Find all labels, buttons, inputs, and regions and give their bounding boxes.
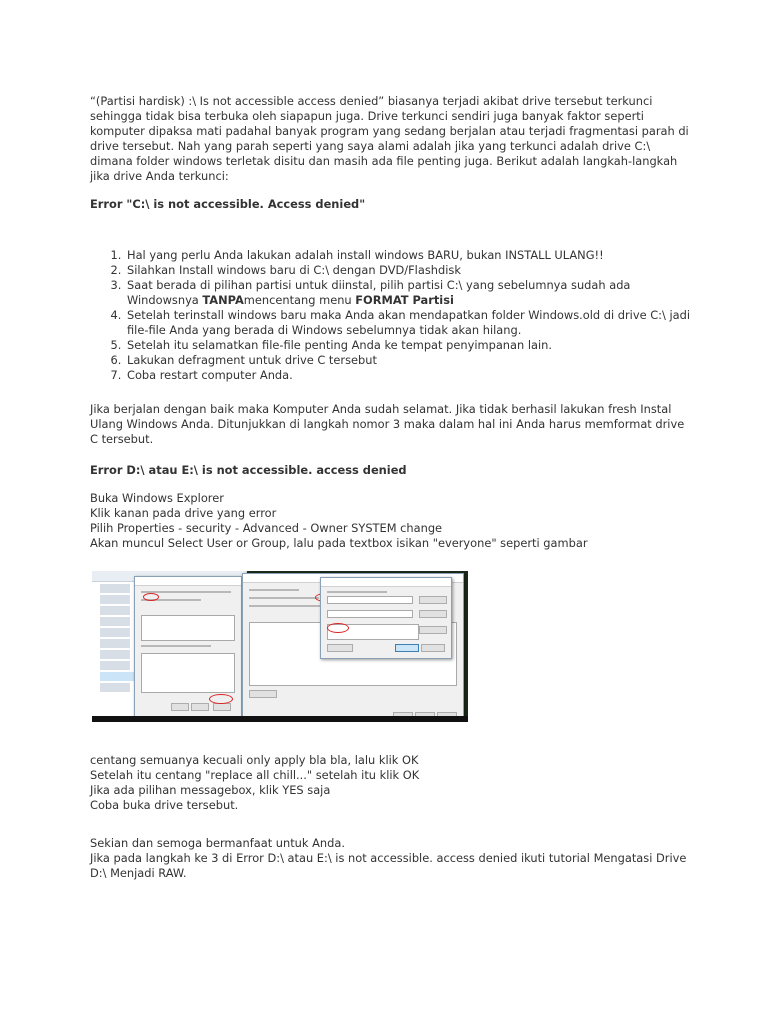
list-item xyxy=(125,278,690,308)
section-heading-c-drive: Error "C:\ is not accessible. Access denied" xyxy=(90,197,366,211)
instruction-line: Klik kanan pada drive yang error xyxy=(90,506,277,520)
after-steps-block xyxy=(90,753,690,813)
step3-bold-format: FORMAT Partisi xyxy=(355,293,454,307)
section-heading-d-e-drive: Error D:\ atau E:\ is not accessible. access denied xyxy=(90,463,407,477)
after-line: centang semuanya kecuali only apply bla bla, lalu klik OK xyxy=(90,753,419,767)
instructions-block xyxy=(90,491,690,551)
instruction-line: Pilih Properties - security - Advanced - Owner SYSTEM change xyxy=(90,521,443,535)
list-item: 6. Lakukan defragment untuk drive C tersebut xyxy=(125,353,690,368)
instruction-line: Akan muncul Select User or Group, lalu pada textbox isikan "everyone" seperti gambar xyxy=(90,536,588,550)
closing-line: Jika pada langkah ke 3 di Error D:\ atau E:\ is not accessible. access denied ikuti tutorial Mengatasi Drive D:\ Menjadi RAW. xyxy=(90,851,687,880)
list-item: 4. Setelah terinstall windows baru maka Anda akan mendapatkan folder Windows.old di drive C:\ jadi file-file Anda yang berada di Windows sebelumnya tidak akan hilang. xyxy=(125,308,690,338)
properties-dialog-image xyxy=(134,576,242,718)
step3-text-c: mencentang menu xyxy=(243,293,356,307)
list-item: 2. Silahkan Install windows baru di C:\ dengan DVD/Flashdisk xyxy=(125,263,690,278)
select-user-dialog-image xyxy=(320,577,452,659)
instruction-line: Buka Windows Explorer xyxy=(90,491,224,505)
intro-paragraph: “(Partisi hardisk) :\ Is not accessible access denied” biasanya terjadi akibat drive tersebut terkunci sehingga tidak bisa terbuka oleh siapapun juga. Drive terkunci sendiri juga banyak faktor seperti komputer dipaksa mati padahal banyak program yang sedang berjalan atau terjadi fragmentasi parah di drive tersebut. Nah yang parah seperti yang saya alami adalah jika yang terkunci adalah drive C:\ dimana folder windows terletak disitu dan masih ada file penting juga. Berikut adalah langkah-langkah jika drive Anda terkunci: xyxy=(90,94,689,183)
after-line: Jika ada pilihan messagebox, klik YES saja xyxy=(90,783,331,797)
security-dialog-screenshot xyxy=(92,571,468,722)
step3-bold-tanpa: TANPA xyxy=(202,293,244,307)
list-item: 7. Coba restart computer Anda. xyxy=(125,368,690,383)
steps-list xyxy=(90,248,690,383)
result-paragraph: Jika berjalan dengan baik maka Komputer Anda sudah selamat. Jika tidak berhasil lakukan fresh Instal Ulang Windows Anda. Ditunjukkan di langkah nomor 3 maka dalam hal ini Anda harus memformat drive C tersebut. xyxy=(90,402,685,446)
step3-text-a: Saat berada di pilihan partisi untuk diinstal, pilih partisi C:\ yang sebelumnya sudah ada Windowsnya xyxy=(127,278,631,307)
after-line: Coba buka drive tersebut. xyxy=(90,798,239,812)
list-item: 1. Hal yang perlu Anda lakukan adalah install windows BARU, bukan INSTALL ULANG!! xyxy=(125,248,690,263)
list-item: 5. Setelah itu selamatkan file-file penting Anda ke tempat penyimpanan lain. xyxy=(125,338,690,353)
after-line: Setelah itu centang "replace all chill..." setelah itu klik OK xyxy=(90,768,420,782)
closing-line: Sekian dan semoga bermanfaat untuk Anda. xyxy=(90,836,345,850)
closing-block xyxy=(90,836,690,881)
